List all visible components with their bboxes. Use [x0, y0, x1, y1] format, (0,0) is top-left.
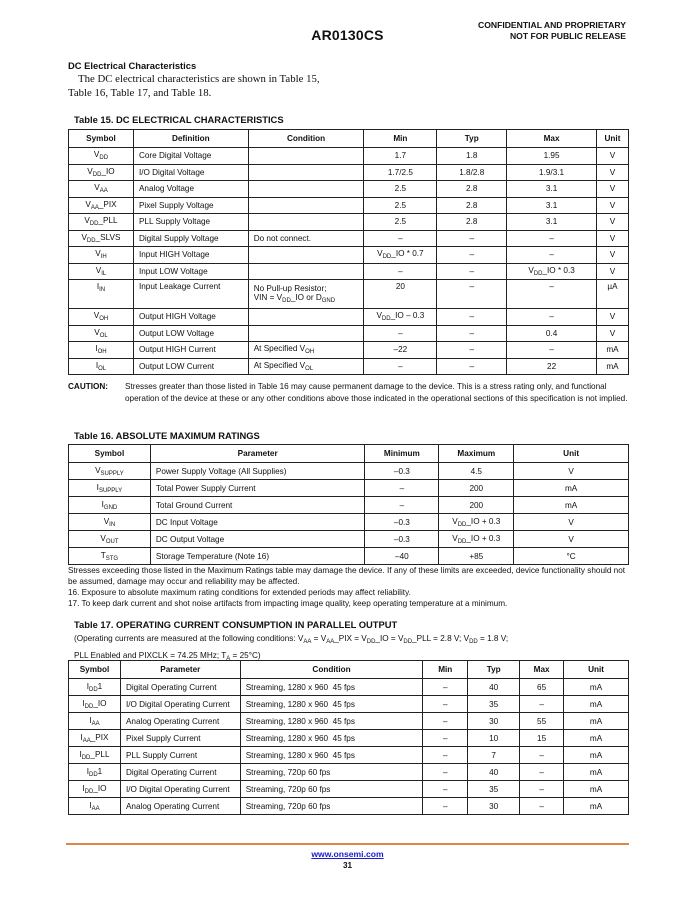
typ-cell: 40 — [468, 764, 520, 781]
symbol-cell: $I_{OH}$ — [69, 342, 134, 359]
minimum-cell: – — [365, 497, 439, 514]
col-header: Definition — [133, 130, 248, 148]
max-cell: $V_{DD}\_IO * 0.3$ — [507, 263, 597, 280]
unit-cell: V — [514, 463, 629, 480]
table16-absolute-maximum-ratings — [68, 444, 629, 565]
col-header: Condition — [240, 661, 423, 679]
min-cell: 2.5 — [364, 197, 437, 214]
col-header: Symbol — [69, 445, 151, 463]
condition-cell — [248, 309, 364, 326]
typ-cell: – — [437, 325, 507, 342]
max-cell: 1.9/3.1 — [507, 164, 597, 181]
symbol-cell: $I_{AA}$ — [69, 713, 121, 730]
unit-cell: mA — [564, 730, 629, 747]
definition-cell: I/O Digital Voltage — [133, 164, 248, 181]
table-row — [69, 514, 629, 531]
min-cell: – — [423, 747, 468, 764]
min-cell: – — [423, 679, 468, 696]
symbol-cell: $V_{IH}$ — [69, 247, 134, 264]
min-cell: 20 — [364, 280, 437, 309]
table-row — [69, 798, 629, 815]
max-cell: – — [507, 280, 597, 309]
parameter-cell: I/O Digital Operating Current — [120, 696, 240, 713]
unit-cell: V — [596, 247, 628, 264]
confidential-line-1: CONFIDENTIAL AND PROPRIETARY — [477, 20, 626, 30]
condition-cell: Streaming, 1280 x 960 45 fps — [240, 679, 423, 696]
table-row — [69, 497, 629, 514]
intro-line-1: The DC electrical characteristics are shown in Table 15, — [78, 73, 320, 85]
table-row — [69, 280, 629, 309]
table-row — [69, 247, 629, 264]
table-row — [69, 696, 629, 713]
condition-cell — [248, 164, 364, 181]
condition-cell — [248, 197, 364, 214]
parameter-cell: Total Ground Current — [150, 497, 365, 514]
min-cell: – — [364, 325, 437, 342]
definition-cell: Output LOW Voltage — [133, 325, 248, 342]
table-row — [69, 679, 629, 696]
symbol-cell: $V_{IL}$ — [69, 263, 134, 280]
symbol-cell: $V_{AA}$ — [69, 181, 134, 198]
unit-cell: mA — [596, 358, 628, 375]
condition-cell — [248, 325, 364, 342]
parameter-cell: Storage Temperature (Note 16) — [150, 548, 365, 565]
condition-cell: At Specified $V_{OL}$ — [248, 358, 364, 375]
note-17: 17. To keep dark current and shot noise artifacts from impacting image quality, keep operating temperature at a minimum. — [68, 599, 508, 608]
maximum-cell: 4.5 — [439, 463, 514, 480]
min-cell: 1.7 — [364, 148, 437, 165]
page-number: 31 — [342, 861, 353, 870]
table-row — [69, 463, 629, 480]
unit-cell: V — [514, 531, 629, 548]
min-cell: 2.5 — [364, 214, 437, 231]
table15-caption: Table 15. DC ELECTRICAL CHARACTERISTICS — [74, 114, 284, 125]
max-cell: – — [520, 798, 564, 815]
symbol-cell: $I_{AA}\_PIX$ — [69, 730, 121, 747]
caution-note — [68, 381, 630, 404]
max-cell: – — [507, 342, 597, 359]
typ-cell: – — [437, 247, 507, 264]
definition-cell: Core Digital Voltage — [133, 148, 248, 165]
typ-cell: 1.8/2.8 — [437, 164, 507, 181]
parameter-cell: Power Supply Voltage (All Supplies) — [150, 463, 365, 480]
col-header: Minimum — [365, 445, 439, 463]
condition-cell: Streaming, 1280 x 960 45 fps — [240, 730, 423, 747]
max-cell: – — [507, 230, 597, 247]
unit-cell: V — [596, 263, 628, 280]
table-row — [69, 263, 629, 280]
max-cell: – — [520, 747, 564, 764]
definition-cell: Input LOW Voltage — [133, 263, 248, 280]
parameter-cell: I/O Digital Operating Current — [120, 781, 240, 798]
definition-cell: Analog Voltage — [133, 181, 248, 198]
typ-cell: – — [437, 263, 507, 280]
footer-website-link[interactable]: www.onsemi.com — [311, 849, 384, 859]
unit-cell: mA — [564, 679, 629, 696]
max-cell: 0.4 — [507, 325, 597, 342]
table17-caption: Table 17. OPERATING CURRENT CONSUMPTION IN PARALLEL OUTPUT — [74, 619, 398, 630]
typ-cell: 30 — [468, 798, 520, 815]
typ-cell: 30 — [468, 713, 520, 730]
conditions-line-1: (Operating currents are measured at the following conditions: $V_{AA}$ = $V_{AA}\_PIX$ = $V_{DD}\_IO$ = $V_{DD}\_PLL = 2.8$ V; $V_{DD} = 1.8$ V; — [74, 634, 509, 645]
table-row — [69, 230, 629, 247]
maximum-cell: 200 — [439, 480, 514, 497]
symbol-cell: $I_{IN}$ — [69, 280, 134, 309]
unit-cell: mA — [596, 342, 628, 359]
symbol-cell: $V_{DD}\_SLVS$ — [69, 230, 134, 247]
table-row — [69, 342, 629, 359]
col-header: Maximum — [439, 445, 514, 463]
maximum-cell: $V_{DD}\_IO + 0.3$ — [439, 531, 514, 548]
symbol-cell: $V_{SUPPLY}$ — [69, 463, 151, 480]
intro-paragraph — [68, 72, 368, 100]
confidential-notice — [478, 20, 626, 42]
condition-cell — [248, 263, 364, 280]
unit-cell: mA — [514, 480, 629, 497]
document-title: AR0130CS — [311, 27, 384, 43]
unit-cell: V — [596, 230, 628, 247]
caution-label: CAUTION: — [68, 382, 109, 391]
confidential-line-2: NOT FOR PUBLIC RELEASE — [509, 31, 626, 41]
typ-cell: – — [437, 309, 507, 326]
condition-cell — [248, 247, 364, 264]
maximum-cell: +85 — [439, 548, 514, 565]
minimum-cell: –0.3 — [365, 514, 439, 531]
parameter-cell: Digital Operating Current — [120, 764, 240, 781]
max-cell: – — [520, 696, 564, 713]
unit-cell: V — [596, 197, 628, 214]
symbol-cell: $V_{IN}$ — [69, 514, 151, 531]
table-row — [69, 325, 629, 342]
col-header: Min — [423, 661, 468, 679]
min-cell: – — [423, 764, 468, 781]
min-cell: 2.5 — [364, 181, 437, 198]
unit-cell: V — [596, 214, 628, 231]
max-cell: – — [520, 781, 564, 798]
intro-line-2: Table 16, Table 17, and Table 18. — [68, 87, 212, 99]
symbol-cell: $V_{DD}\_IO$ — [69, 164, 134, 181]
unit-cell: mA — [564, 696, 629, 713]
condition-cell: Streaming, 1280 x 960 45 fps — [240, 713, 423, 730]
max-cell: 22 — [507, 358, 597, 375]
condition-cell: Streaming, 1280 x 960 45 fps — [240, 696, 423, 713]
table-row — [69, 730, 629, 747]
parameter-cell: Pixel Supply Current — [120, 730, 240, 747]
definition-cell: PLL Supply Voltage — [133, 214, 248, 231]
condition-cell: At Specified $V_{OH}$ — [248, 342, 364, 359]
table-row — [69, 214, 629, 231]
table-row — [69, 181, 629, 198]
table16-notes — [68, 565, 633, 609]
min-cell: $V_{DD}\_IO - 0.3$ — [364, 309, 437, 326]
caution-text: Stresses greater than those listed in Table 16 may cause permanent damage to the device. This is a stress rating only, and functional operation of the device at these or any other conditions above those indicated in the operational sections of this specification is not implied. — [125, 382, 628, 403]
unit-cell: V — [596, 164, 628, 181]
col-header: Unit — [564, 661, 629, 679]
min-cell: – — [423, 798, 468, 815]
col-header: Parameter — [120, 661, 240, 679]
unit-cell: mA — [564, 747, 629, 764]
typ-cell: – — [437, 358, 507, 375]
typ-cell: 35 — [468, 781, 520, 798]
symbol-cell: $I_{DD}\_PLL$ — [69, 747, 121, 764]
unit-cell: mA — [564, 798, 629, 815]
col-header: Unit — [596, 130, 628, 148]
definition-cell: Output HIGH Voltage — [133, 309, 248, 326]
max-cell: – — [520, 764, 564, 781]
unit-cell: µA — [596, 280, 628, 309]
symbol-cell: $I_{DD}\_IO$ — [69, 781, 121, 798]
min-cell: – — [364, 230, 437, 247]
condition-cell — [248, 148, 364, 165]
col-header: Unit — [514, 445, 629, 463]
col-header: Max — [520, 661, 564, 679]
symbol-cell: $V_{DD}$ — [69, 148, 134, 165]
symbol-cell: $I_{DD}1$ — [69, 679, 121, 696]
typ-cell: 2.8 — [437, 197, 507, 214]
parameter-cell: Total Power Supply Current — [150, 480, 365, 497]
typ-cell: 35 — [468, 696, 520, 713]
col-header: Min — [364, 130, 437, 148]
symbol-cell: $V_{AA}\_PIX$ — [69, 197, 134, 214]
condition-cell — [248, 214, 364, 231]
max-cell: 65 — [520, 679, 564, 696]
unit-cell: V — [596, 148, 628, 165]
footer-divider — [66, 843, 629, 845]
unit-cell: V — [596, 181, 628, 198]
table-row — [69, 358, 629, 375]
min-cell: 1.7/2.5 — [364, 164, 437, 181]
max-cell: 3.1 — [507, 181, 597, 198]
col-header: Symbol — [69, 661, 121, 679]
definition-cell: Output HIGH Current — [133, 342, 248, 359]
table-row — [69, 531, 629, 548]
unit-cell: V — [596, 309, 628, 326]
definition-cell: Digital Supply Voltage — [133, 230, 248, 247]
table-row — [69, 764, 629, 781]
definition-cell: Pixel Supply Voltage — [133, 197, 248, 214]
col-header: Typ — [437, 130, 507, 148]
condition-cell: Do not connect. — [248, 230, 364, 247]
min-cell: – — [364, 358, 437, 375]
typ-cell: 7 — [468, 747, 520, 764]
unit-cell: mA — [564, 713, 629, 730]
minimum-cell: –40 — [365, 548, 439, 565]
stress-note: Stresses exceeding those listed in the Maximum Ratings table may damage the device. If any of these limits are exceeded, device functionality should not be assumed, damage may occur and reliability may be affected. — [68, 566, 626, 586]
typ-cell: 10 — [468, 730, 520, 747]
max-cell: – — [507, 309, 597, 326]
symbol-cell: $I_{DD}\_IO$ — [69, 696, 121, 713]
definition-cell: Input HIGH Voltage — [133, 247, 248, 264]
condition-cell — [248, 181, 364, 198]
typ-cell: 2.8 — [437, 214, 507, 231]
condition-cell: Streaming, 1280 x 960 45 fps — [240, 747, 423, 764]
table16-caption: Table 16. ABSOLUTE MAXIMUM RATINGS — [74, 430, 260, 441]
unit-cell: °C — [514, 548, 629, 565]
table-row — [69, 148, 629, 165]
table-row — [69, 781, 629, 798]
unit-cell: mA — [514, 497, 629, 514]
condition-cell: No Pull-up Resistor; VIN = $V_{DD}\_IO$ or $D_{GND}$ — [248, 280, 364, 309]
col-header: Condition — [248, 130, 364, 148]
parameter-cell: DC Output Voltage — [150, 531, 365, 548]
min-cell: – — [423, 781, 468, 798]
typ-cell: – — [437, 342, 507, 359]
min-cell: – — [364, 263, 437, 280]
definition-cell: Output LOW Current — [133, 358, 248, 375]
unit-cell: mA — [564, 781, 629, 798]
table17-operating-current — [68, 660, 629, 815]
symbol-cell: $T_{STG}$ — [69, 548, 151, 565]
min-cell: – — [423, 730, 468, 747]
parameter-cell: DC Input Voltage — [150, 514, 365, 531]
condition-cell: Streaming, 720p 60 fps — [240, 781, 423, 798]
maximum-cell: 200 — [439, 497, 514, 514]
note-16: 16. Exposure to absolute maximum rating conditions for extended periods may affect reliability. — [68, 588, 411, 597]
max-cell: 15 — [520, 730, 564, 747]
typ-cell: 2.8 — [437, 181, 507, 198]
unit-cell: V — [596, 325, 628, 342]
unit-cell: V — [514, 514, 629, 531]
max-cell: 3.1 — [507, 197, 597, 214]
typ-cell: – — [437, 230, 507, 247]
parameter-cell: PLL Supply Current — [120, 747, 240, 764]
max-cell: – — [507, 247, 597, 264]
min-cell: –22 — [364, 342, 437, 359]
symbol-cell: $V_{OUT}$ — [69, 531, 151, 548]
typ-cell: 1.8 — [437, 148, 507, 165]
table16-header-row — [69, 445, 629, 463]
parameter-cell: Digital Operating Current — [120, 679, 240, 696]
conditions-line-2: PLL Enabled and PIXCLK = 74.25 MHz; $T_A = 25^\circ C$) — [74, 651, 261, 662]
typ-cell: – — [437, 280, 507, 309]
max-cell: 3.1 — [507, 214, 597, 231]
table-row — [69, 747, 629, 764]
table15-dc-electrical-characteristics — [68, 129, 629, 375]
condition-cell: Streaming, 720p 60 fps — [240, 798, 423, 815]
symbol-cell: $V_{DD}\_PLL$ — [69, 214, 134, 231]
minimum-cell: –0.3 — [365, 463, 439, 480]
symbol-cell: $V_{OL}$ — [69, 325, 134, 342]
min-cell: $V_{DD}\_IO * 0.7$ — [364, 247, 437, 264]
table-row — [69, 480, 629, 497]
max-cell: 1.95 — [507, 148, 597, 165]
symbol-cell: $I_{AA}$ — [69, 798, 121, 815]
table15-header-row — [69, 130, 629, 148]
table17-header-row — [69, 661, 629, 679]
maximum-cell: $V_{DD}\_IO + 0.3$ — [439, 514, 514, 531]
unit-cell: mA — [564, 764, 629, 781]
symbol-cell: $I_{GND}$ — [69, 497, 151, 514]
symbol-cell: $I_{OL}$ — [69, 358, 134, 375]
typ-cell: 40 — [468, 679, 520, 696]
col-header: Max — [507, 130, 597, 148]
table-row — [69, 164, 629, 181]
symbol-cell: $I_{DD}1$ — [69, 764, 121, 781]
minimum-cell: – — [365, 480, 439, 497]
section-heading: DC Electrical Characteristics — [68, 60, 197, 71]
min-cell: – — [423, 713, 468, 730]
col-header: Typ — [468, 661, 520, 679]
max-cell: 55 — [520, 713, 564, 730]
definition-cell: Input Leakage Current — [133, 280, 248, 309]
symbol-cell: $I_{SUPPLY}$ — [69, 480, 151, 497]
parameter-cell: Analog Operating Current — [120, 798, 240, 815]
minimum-cell: –0.3 — [365, 531, 439, 548]
condition-cell: Streaming, 720p 60 fps — [240, 764, 423, 781]
col-header: Symbol — [69, 130, 134, 148]
parameter-cell: Analog Operating Current — [120, 713, 240, 730]
min-cell: – — [423, 696, 468, 713]
symbol-cell: $V_{OH}$ — [69, 309, 134, 326]
table-row — [69, 713, 629, 730]
table-row — [69, 309, 629, 326]
col-header: Parameter — [150, 445, 365, 463]
table-row — [69, 197, 629, 214]
table-row — [69, 548, 629, 565]
